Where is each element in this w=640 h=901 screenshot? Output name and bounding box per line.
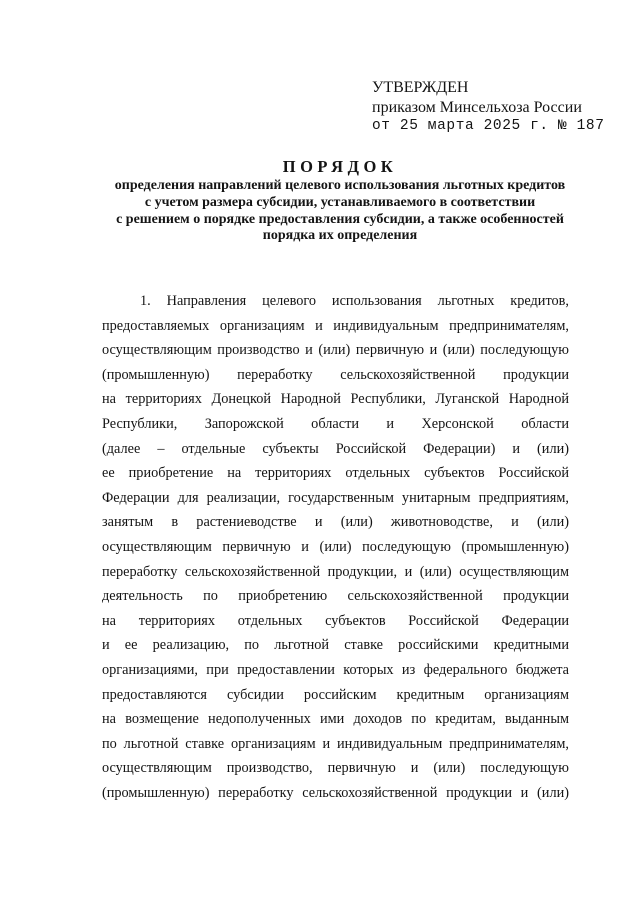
subtitle-line: порядка их определения bbox=[262, 228, 418, 244]
approval-status: УТВЕРЖДЕН bbox=[372, 79, 469, 96]
paragraph-line: осуществляющим производство и (или) первичную и (или) последующую bbox=[102, 342, 569, 359]
paragraph-line: осуществляющим первичную и (или) последующую (промышленную) bbox=[102, 538, 569, 555]
paragraph-line: деятельность по приобретению сельскохозяйственной продукции bbox=[102, 588, 569, 605]
paragraph-line: (далее – отдельные субъекты Российской Федерации) и (или) bbox=[102, 440, 569, 457]
paragraph-line: на возмещение недополученных ими доходов по кредитам, выданным bbox=[102, 711, 569, 728]
paragraph-1 bbox=[102, 289, 569, 805]
paragraph-line: Республики, Запорожской области и Херсонской области bbox=[102, 415, 569, 432]
paragraph-line: на территориях Донецкой Народной Республики, Луганской Народной bbox=[102, 391, 569, 408]
paragraph-line: по льготной ставке организациям и индивидуальным предпринимателям, bbox=[102, 735, 569, 752]
subtitle-line: с решением о порядке предоставления субсидии, а также особенностей bbox=[116, 211, 564, 227]
subtitle-line: определения направлений целевого использования льготных кредитов bbox=[114, 178, 566, 193]
document-title: ПОРЯДОК bbox=[282, 157, 398, 176]
approval-stamp bbox=[372, 78, 612, 137]
paragraph-line: предоставляемых организациям и индивидуальным предпринимателям, bbox=[102, 317, 569, 334]
paragraph-line: осуществляющим производство, первичную и (или) последующую bbox=[102, 760, 569, 777]
paragraph-line: (промышленную) переработку сельскохозяйственной продукции и (или) bbox=[102, 784, 569, 801]
paragraph-line: занятым в растениеводстве и (или) животноводстве, и (или) bbox=[102, 514, 569, 531]
paragraph-line: переработку сельскохозяйственной продукции, и (или) осуществляющим bbox=[102, 563, 569, 580]
paragraph-line: Федерации для реализации, государственным унитарным предприятиям, bbox=[102, 489, 569, 506]
paragraph-line: организациями, при предоставлении которых из федерального бюджета bbox=[102, 661, 569, 678]
paragraph-line: и ее реализацию, по льготной ставке российскими кредитными bbox=[102, 637, 569, 654]
paragraph-line: 1. Направления целевого использования льготных кредитов, bbox=[140, 293, 569, 309]
paragraph-line: на территориях отдельных субъектов Российской Федерации bbox=[102, 612, 569, 629]
subtitle-line: с учетом размера субсидии, устанавливаемого в соответствии bbox=[144, 194, 536, 210]
document-subtitle bbox=[98, 178, 582, 245]
approval-order-date-number: от 25 марта 2025 г. № 187 bbox=[372, 118, 605, 134]
paragraph-line: (промышленную) переработку сельскохозяйственной продукции bbox=[102, 366, 569, 383]
paragraph-line: предоставляются субсидии российским кредитным организациям bbox=[102, 686, 569, 703]
paragraph-line: ее приобретение на территориях отдельных субъектов Российской bbox=[102, 465, 569, 482]
approval-order-issuer: приказом Минсельхоза России bbox=[372, 98, 582, 116]
